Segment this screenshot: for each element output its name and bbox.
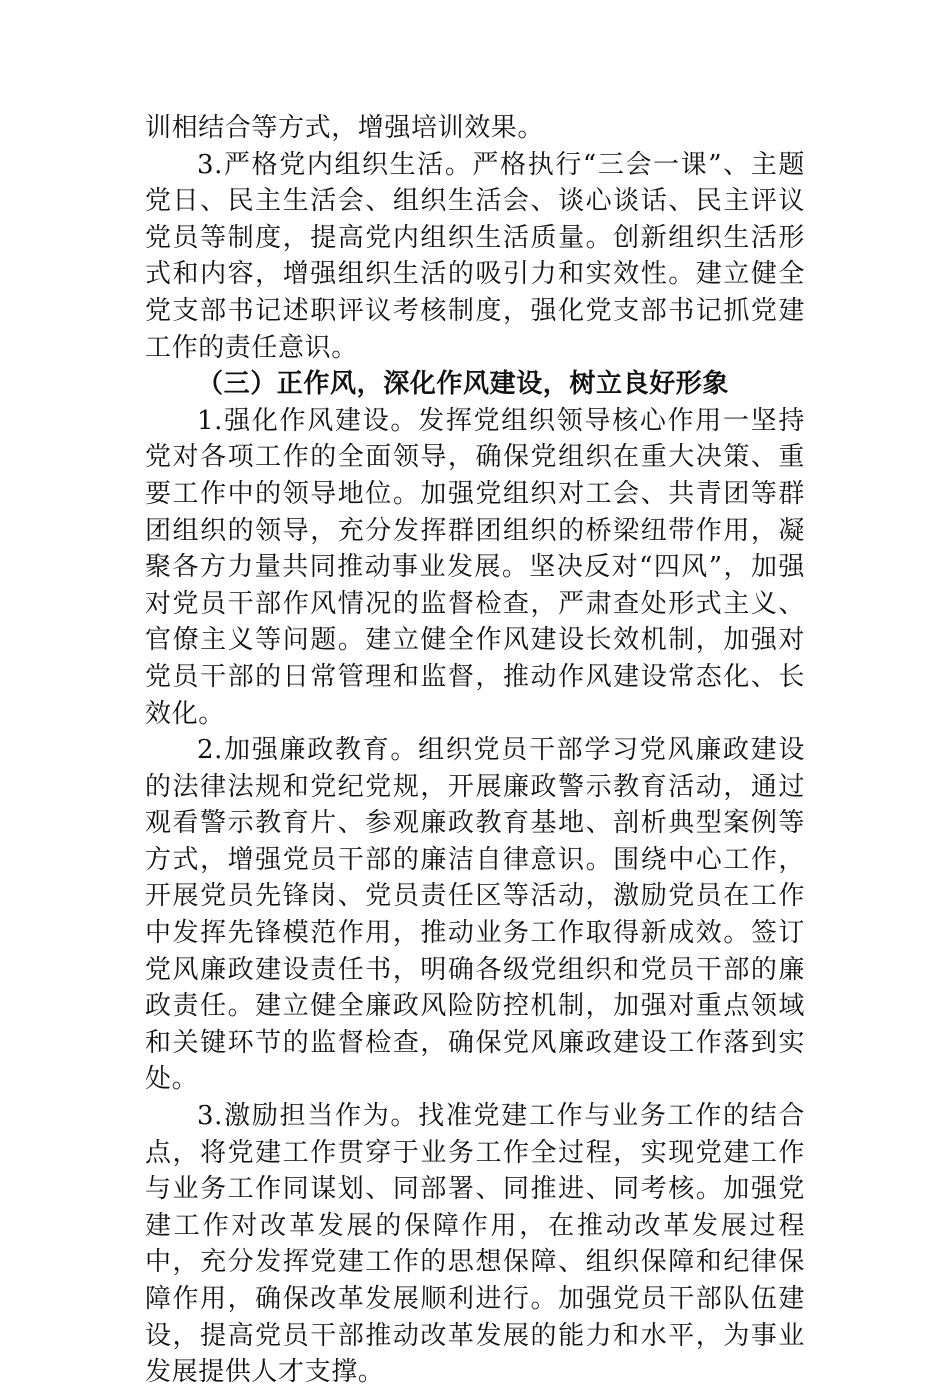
paragraph-take-responsibility: 3.激励担当作为。找准党建工作与业务工作的结合点，将党建工作贯穿于业务工作全过程，实现党建工作与业务工作同谋划、同部署、同推进、同考核。加强党建工作对改革发展的保障作用，在推动改革发展过程中，充分发挥党建工作的思想保障、组织保障和纪律保障作用，确保改革发展顺利进行。加强党员干部队伍建设，提高党员干部推动改革发展的能力和水平，为事业发展提供人才支撑。 — [145, 1101, 805, 1388]
section-heading: （三）正作风，深化作风建设，树立良好形象 — [197, 369, 730, 400]
paragraph-organization-life: 3.严格党内组织生活。严格执行“三会一课”、主题党日、民主生活会、组织生活会、谈心谈话、民主评议党员等制度，提高党内组织生活质量。创新组织生活形式和内容，增强组织生活的吸引力和实效性。建立健全党支部书记述职评议考核制度，强化党支部书记抓党建工作的责任意识。 — [145, 149, 805, 363]
paragraph-continuation: 训相结合等方式，增强培训效果。 — [145, 113, 545, 143]
paragraph-integrity-education: 2.加强廉政教育。组织党员干部学习党风廉政建设的法律法规和党纪党规，开展廉政警示教育活动，通过观看警示教育片、参观廉政教育基地、剖析典型案例等方式，增强党员干部的廉洁自律意识。围绕中心工作，开展党员先锋岗、党员责任区等活动，激励党员在工作中发挥先锋模范作用，推动业务工作取得新成效。签订党风廉政建设责任书，明确各级党组织和党员干部的廉政责任。建立健全廉政风险防控机制，加强对重点领域和关键环节的监督检查，确保党风廉政建设工作落到实处。 — [145, 735, 805, 1095]
paragraph-work-style: 1.强化作风建设。发挥党组织领导核心作用一坚持党对各项工作的全面领导，确保党组织在重大决策、重要工作中的领导地位。加强党组织对工会、共青团等群团组织的领导，充分发挥群团组织的桥梁纽带作用，凝聚各方力量共同推动事业发展。坚决反对“四风”，加强对党员干部作风情况的监督检查，严肃查处形式主义、官僚主义等问题。建立健全作风建设长效机制，加强对党员干部的日常管理和监督，推动作风建设常态化、长效化。 — [145, 405, 805, 729]
document-body — [145, 110, 805, 1391]
